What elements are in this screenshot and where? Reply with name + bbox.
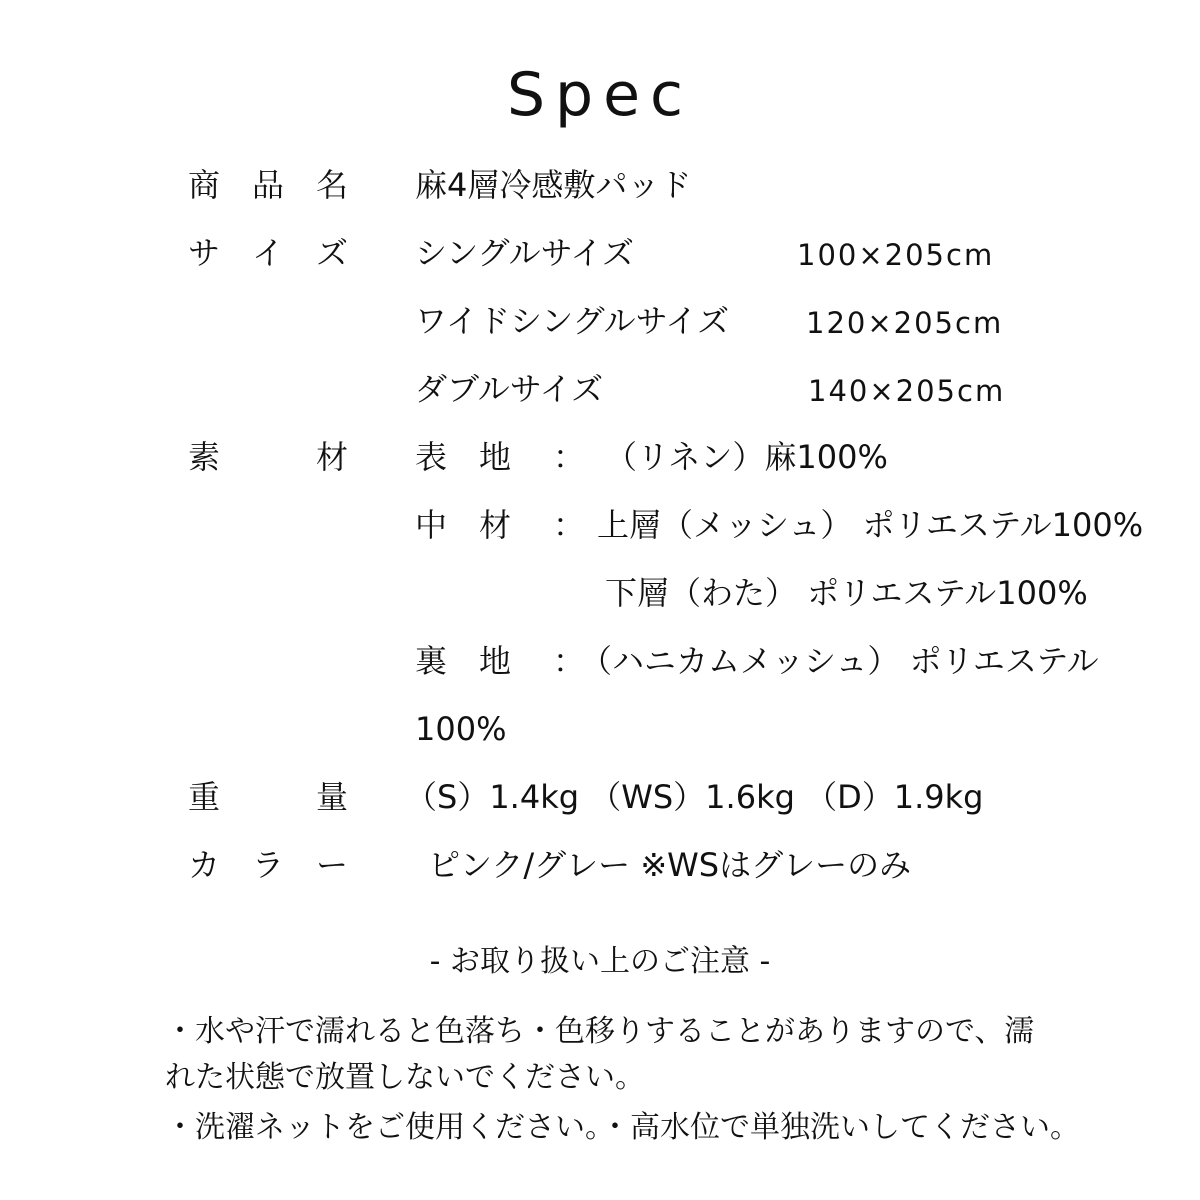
weight-value: （S）1.4kg （WS）1.6kg （D）1.9kg [405,778,984,816]
label-char: ズ [315,234,348,272]
product-name-value: 麻4層冷感敷パッド [415,166,692,204]
material-colon: ： [553,438,586,476]
label-char: ー [315,846,348,884]
material-face-label: 表 地 [415,438,512,476]
label-char: 重 [188,778,221,816]
label-char: サ [188,234,221,272]
label-size [188,231,348,275]
size-name: ダブルサイズ [415,370,604,408]
label-char: ラ [251,846,284,884]
notice-line: ・水や汗で濡れると色落ち・色移りすることがありますので、濡 [165,1014,1035,1049]
notice-title: - お取り扱い上のご注意 - [429,944,771,979]
material-colon: ： [553,506,586,544]
material-face-value: （リネン）麻100% [605,438,888,476]
notice-line: れた状態で放置しないでください。 [165,1060,645,1095]
material-middle-label: 中 材 [415,506,512,544]
size-name: ワイドシングルサイズ [415,302,730,340]
label-char: 量 [315,778,348,816]
notice-line: ・洗濯ネットをご使用ください。・高水位で単独洗いしてください。 [165,1110,1080,1145]
material-middle-upper: 上層（メッシュ） ポリエステル100% [597,506,1144,544]
material-back-value: （ハニカムメッシュ） ポリエステル [580,642,1099,680]
material-colon: ： [553,642,586,680]
label-weight [188,775,348,819]
size-dimension: 120×205cm [806,306,1004,340]
label-char: イ [251,234,284,272]
size-name: シングルサイズ [415,234,635,272]
label-char: 品 [251,166,284,204]
color-value: ピンク/グレー ※WSはグレーのみ [428,846,912,884]
label-material [188,435,348,479]
size-dimension: 140×205cm [808,374,1006,408]
label-char: 材 [315,438,348,476]
label-char: 商 [188,166,221,204]
label-char: 名 [315,166,348,204]
label-char: 素 [188,438,221,476]
label-char: カ [188,846,221,884]
size-dimension: 100×205cm [797,238,995,272]
page-title: Spec [506,60,694,130]
label-product-name [188,163,348,207]
material-middle-lower: 下層（わた） ポリエステル100% [605,574,1088,612]
material-back-label: 裏 地 [415,642,512,680]
material-back-value-cont: 100% [415,710,507,748]
label-color [188,843,348,887]
